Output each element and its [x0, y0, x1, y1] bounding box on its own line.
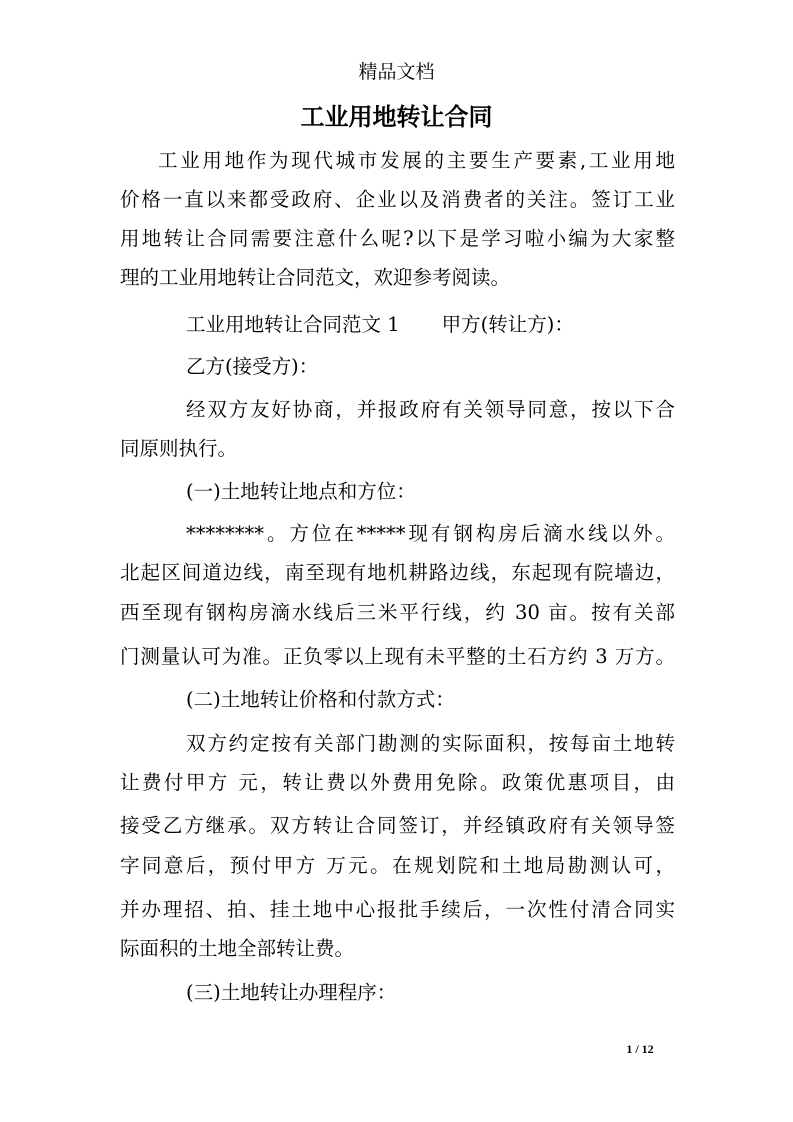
page-number: 1 / 12 — [626, 1042, 654, 1056]
paragraph-line: 字同意后，预付甲方 万元。在规划院和土地局勘测认可， — [120, 854, 675, 877]
paragraph-line: 北起区间道边线，南至现有地机耕路边线，东起现有院墙边， — [120, 561, 675, 584]
paragraph-line: 用地转让合同需要注意什么呢?以下是学习啦小编为大家整 — [120, 227, 675, 250]
page-header: 精品文档 — [358, 61, 435, 83]
sample-heading: 工业用地转让合同范文 1 — [186, 313, 400, 336]
section-line — [186, 311, 675, 339]
party-a-label: 甲方(转让方)： — [441, 313, 574, 336]
clause-heading: (一)土地转让地点和方位： — [186, 480, 416, 503]
paragraph-line: 并办理招、拍、挂土地中心报批手续后，一次性付清合同实 — [120, 898, 675, 921]
clause-heading: (二)土地转让价格和付款方式： — [186, 688, 455, 711]
document-title: 工业用地转让合同 — [300, 102, 493, 131]
paragraph-line: 工业用地作为现代城市发展的主要生产要素,工业用地 — [158, 149, 675, 172]
paragraph-line: 理的工业用地转让合同范文，欢迎参考阅读。 — [120, 266, 511, 289]
paragraph-line: 西至现有钢构房滴水线后三米平行线，约 30 亩。按有关部 — [120, 601, 675, 624]
paragraph-line: 接受乙方继承。双方转让合同签订，并经镇政府有关领导签 — [120, 814, 675, 837]
paragraph-line: 同原则执行。 — [120, 437, 238, 460]
paragraph-line: ********。方位在*****现有钢构房后滴水线以外。 — [186, 522, 675, 545]
party-b-label: 乙方(接受方)： — [186, 355, 319, 378]
paragraph-line: 双方约定按有关部门勘测的实际面积，按每亩土地转 — [186, 732, 675, 755]
paragraph-line: 门测量认可为准。正负零以上现有未平整的土石方约 3 万方。 — [120, 645, 675, 668]
paragraph-line: 经双方友好协商，并报政府有关领导同意，按以下合 — [186, 398, 675, 421]
paragraph-line: 让费付甲方 元，转让费以外费用免除。政策优惠项目，由 — [120, 771, 675, 794]
paragraph-line: 价格一直以来都受政府、企业以及消费者的关注。签订工业 — [120, 188, 675, 211]
clause-heading: (三)土地转让办理程序： — [186, 981, 397, 1004]
paragraph-line: 际面积的土地全部转让费。 — [120, 937, 355, 960]
